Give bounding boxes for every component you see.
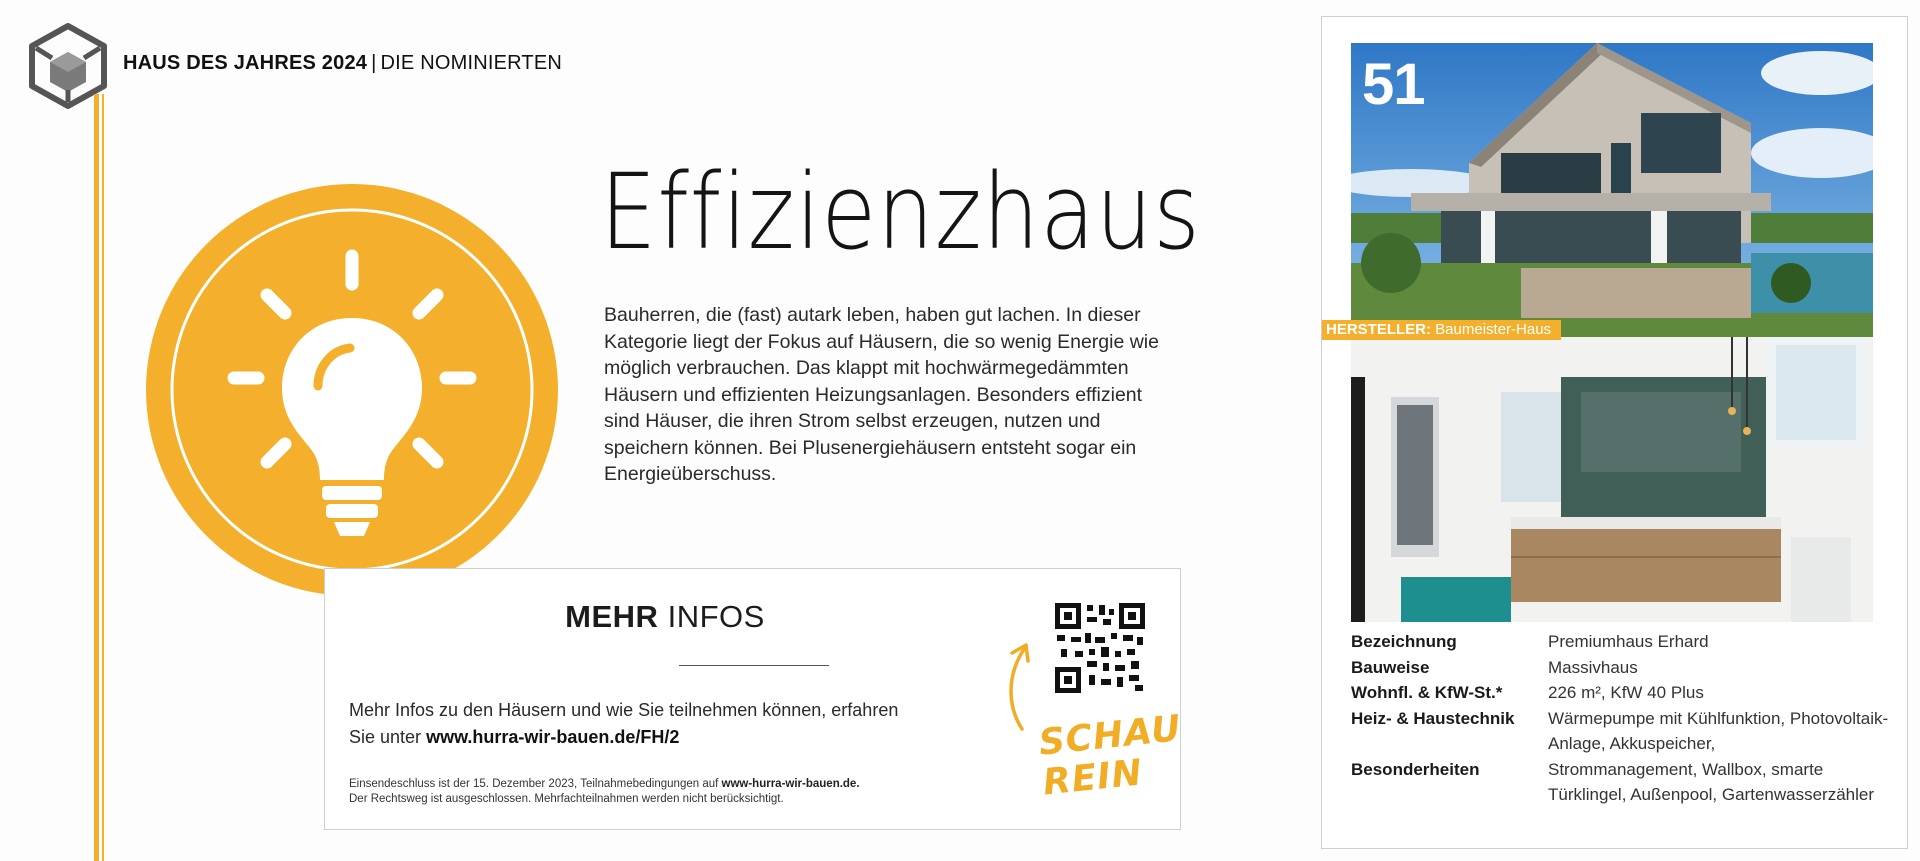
bathroom-photo [1351,337,1873,622]
page-header [123,52,562,75]
header-rest: DIE NOMINIERTEN [380,52,563,74]
category-intro: Bauherren, die (fast) autark leben, haben gut lachen. In dieser Kategorie liegt der Fokus auf Häusern, die so wenig Energie wie möglich verbrauchen. Das klappt mit hochwärmegedämmten Häusern und effizienten Heizungsanlagen. Besonders effizient sind Häuser, die ihren Strom selbst erzeugen, nutzen und speichern können. Bei Plusenergiehäusern entsteht sogar ein Energieüberschuss. [604,304,1159,485]
header-separator: | [371,52,377,74]
info-heading [325,599,1005,635]
spec-value: Strommanagement, Wallbox, smarte Türklingel, Außenpool, Gartenwasserzähler [1548,759,1874,804]
cta-line2: REIN [1041,752,1145,804]
spec-key: Besonderheiten [1351,759,1480,779]
spec-value: Premiumhaus Erhard [1548,632,1709,651]
header-bold: HAUS DES JAHRES 2024 [123,52,368,74]
manufacturer-key: HERSTELLER: [1326,321,1431,338]
qr-code-icon[interactable] [1055,603,1145,693]
info-link[interactable]: www.hurra-wir-bauen.de/FH/2 [426,727,680,747]
category-title: Effizienzhaus [600,151,1201,273]
spec-key: Heiz- & Haustechnik [1351,708,1515,728]
manufacturer-name: Baumeister-Haus [1435,321,1552,338]
spec-key: Bauweise [1351,657,1430,677]
arrow-icon [1000,637,1040,737]
info-heading-rest: INFOS [667,599,765,634]
spec-row-haustechnik [1351,706,1891,757]
spec-value: Wärmepumpe mit Kühlfunktion, Photovoltaik-Anlage, Akkuspeicher, [1548,708,1889,753]
info-text [349,697,909,751]
info-text-body: Mehr Infos zu den Häusern und wie Sie teilnehmen können, erfahren Sie unter [349,700,899,747]
fineprint-line1: Einsendeschluss ist der 15. Dezember 2023, Teilnahmebedingungen auf [349,778,719,790]
fineprint-link[interactable]: www-hurra-wir-bauen.de. [721,778,860,790]
info-divider [679,665,829,666]
fineprint-line2: Der Rechtsweg ist ausgeschlossen. Mehrfachteilnahmen werden nicht berücksichtigt. [349,793,784,805]
spec-row-bezeichnung [1351,629,1891,655]
info-heading-bold: MEHR [565,599,659,634]
spec-row-wohnflaeche [1351,680,1891,706]
manufacturer-label [1322,320,1561,340]
accent-rule-thin [102,94,104,861]
house-exterior-photo [1351,43,1873,343]
spec-row-bauweise [1351,655,1891,681]
info-fineprint [349,777,989,807]
info-box [324,568,1184,830]
house-card [1321,16,1908,849]
cta-line1: SCHAU [1036,708,1184,764]
spec-value: 226 m², KfW 40 Plus [1548,683,1704,702]
spec-list [1351,629,1891,808]
spec-key: Wohnfl. & KfW-St.* [1351,683,1503,702]
accent-rule [94,94,99,861]
cta-schau-rein [1037,709,1188,804]
spec-row-besonderheiten [1351,757,1891,808]
house-number: 51 [1362,52,1425,117]
lightbulb-icon [142,180,562,600]
spec-key: Bezeichnung [1351,632,1457,651]
spec-value: Massivhaus [1548,657,1638,677]
